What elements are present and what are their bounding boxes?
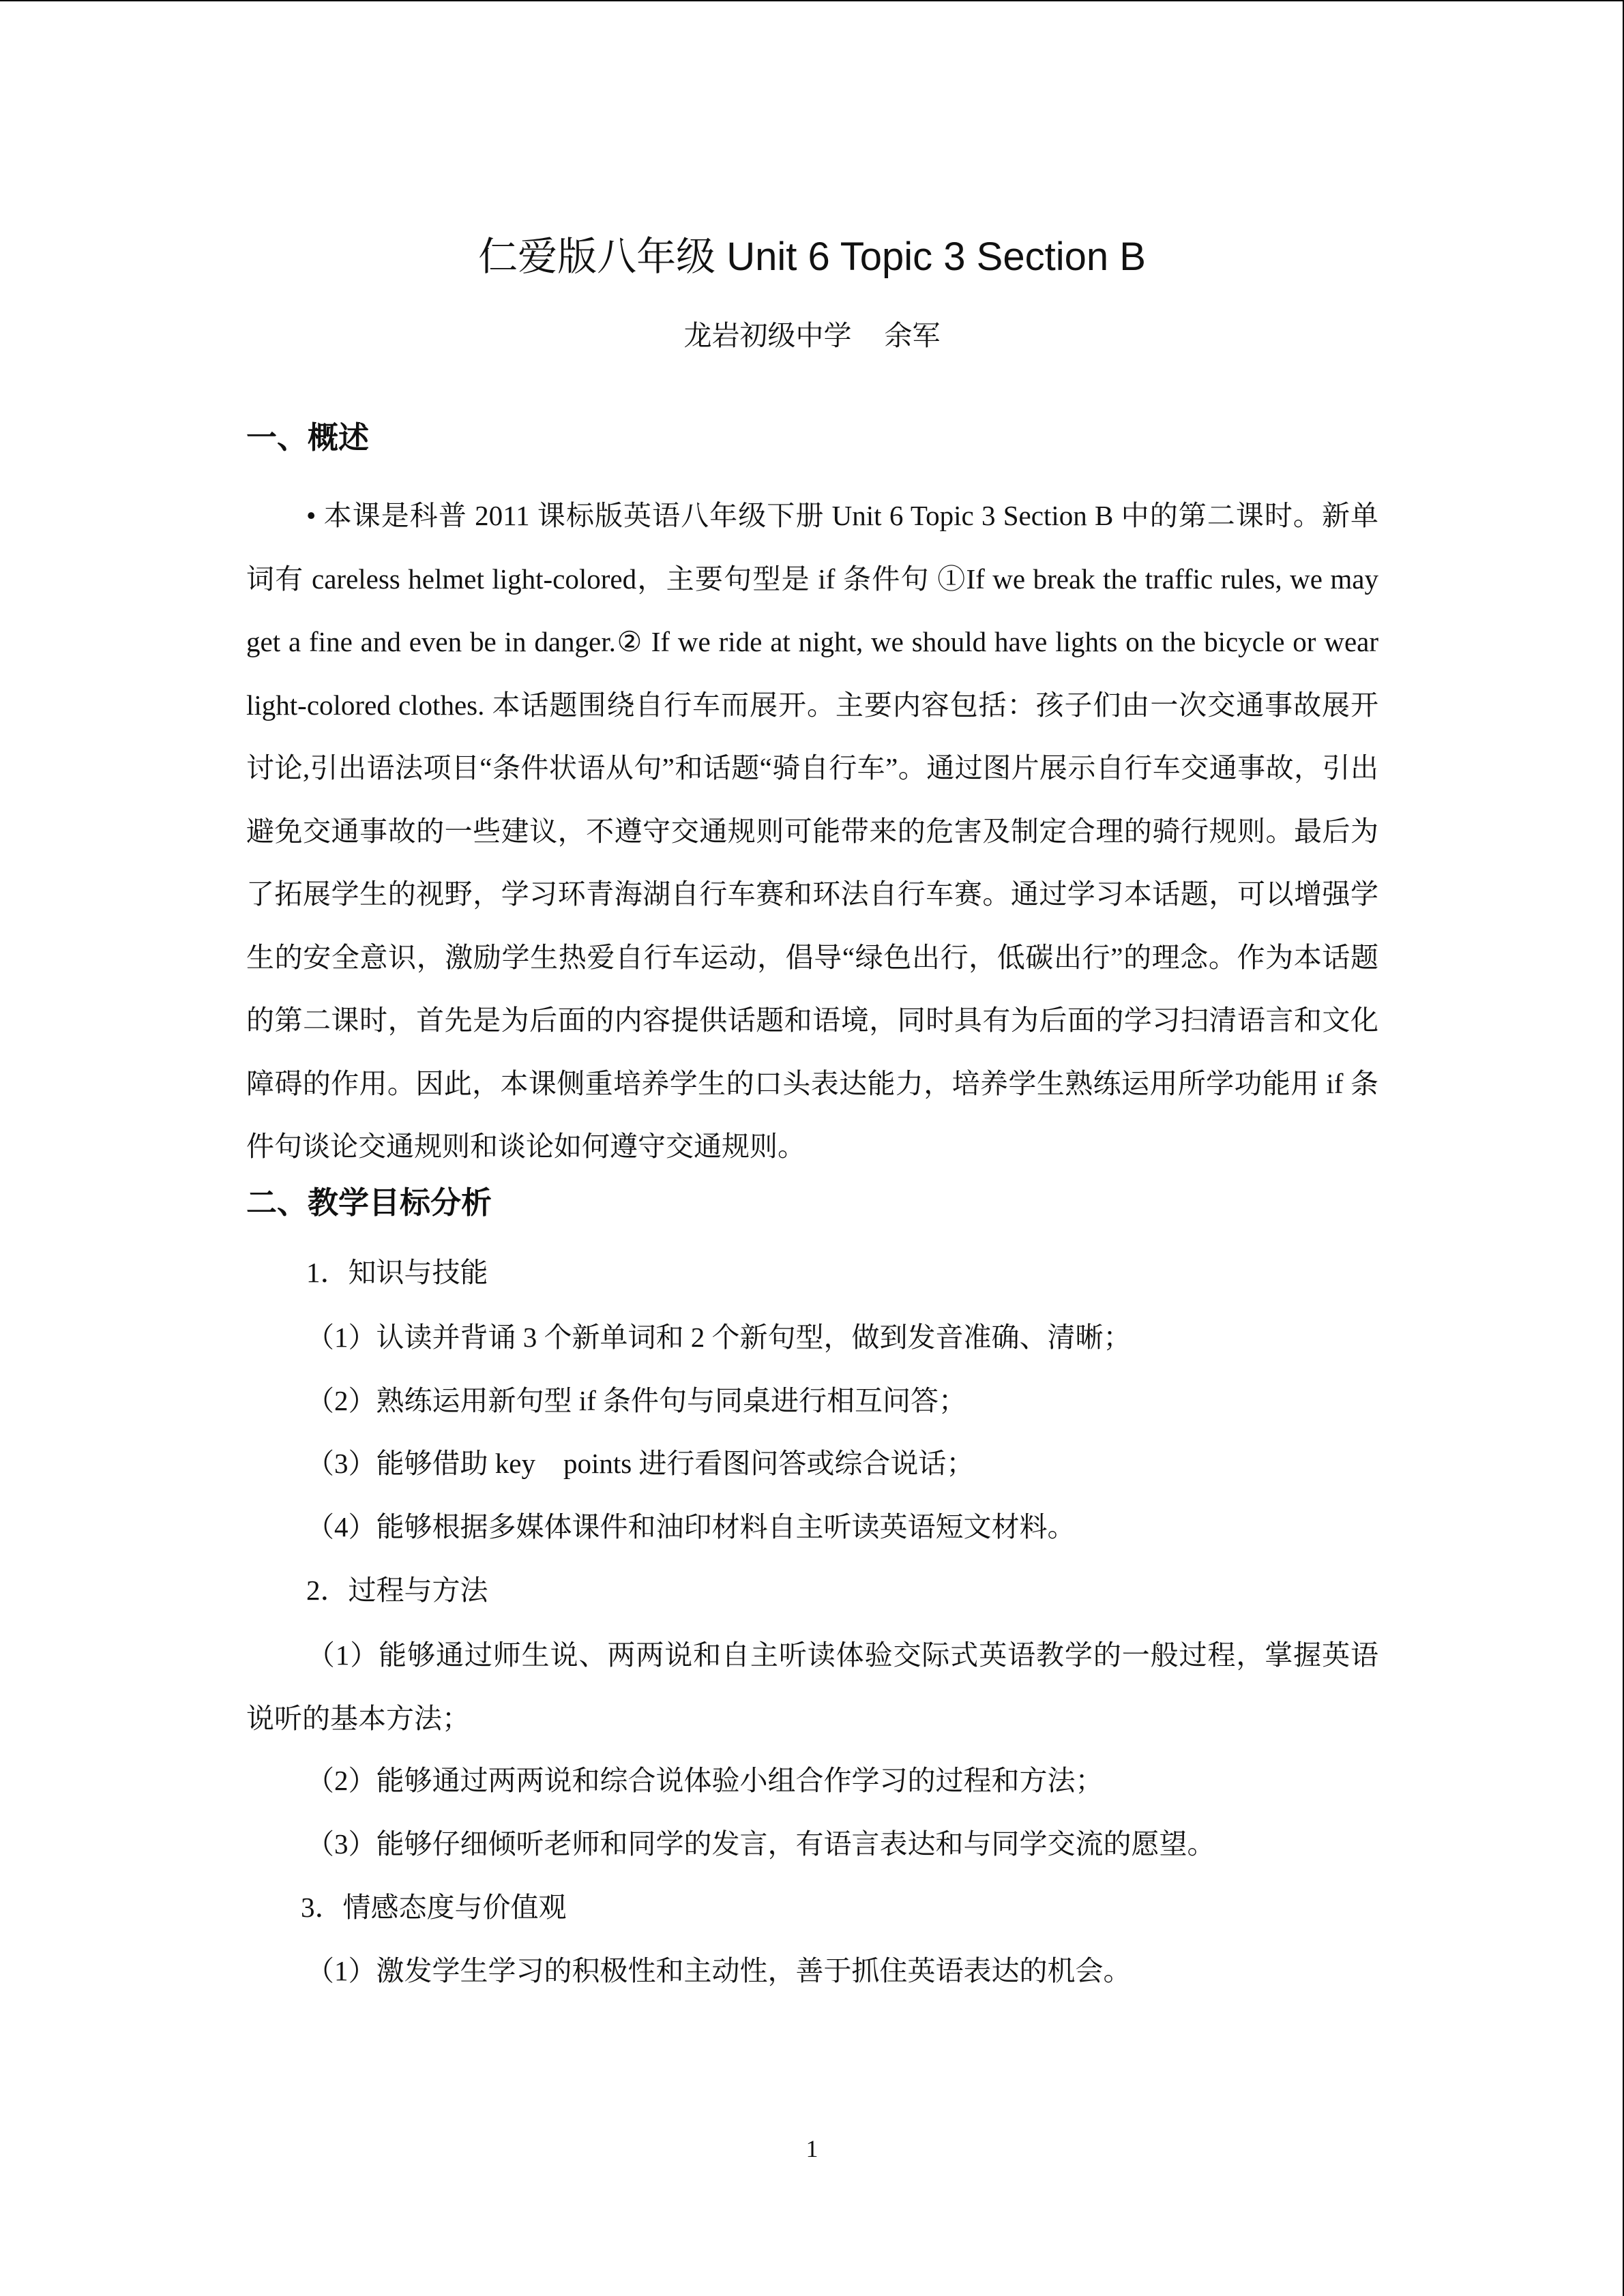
- author-name: 余军: [884, 320, 941, 351]
- list-item: （3）能够借助 key points 进行看图问答或综合说话；: [306, 1448, 975, 1479]
- document-title: 仁爱版八年级 Unit 6 Topic 3 Section B: [478, 235, 1146, 279]
- subsection-title-process: 2．过程与方法: [306, 1575, 488, 1606]
- list-item: （2）熟练运用新句型 if 条件句与同桌进行相互问答；: [306, 1385, 967, 1416]
- list-item: （2）能够通过两两说和综合说体验小组合作学习的过程和方法；: [306, 1765, 1104, 1796]
- author-school: 龙岩初级中学: [683, 320, 852, 351]
- list-item: （1）激发学生学习的积极性和主动性，善于抓住英语表达的机会。: [306, 1955, 1132, 1986]
- author-line: [0, 314, 1624, 357]
- list-item: （1）认读并背诵 3 个新单词和 2 个新句型，做到发音准确、清晰；: [306, 1322, 1132, 1353]
- list-item: [246, 1624, 1378, 1750]
- list-item-text: （1）能够通过师生说、两两说和自主听读体验交际式英语教学的一般过程，掌握英语说听的基本方法；: [246, 1639, 1378, 1734]
- overview-text: • 本课是科普 2011 课标版英语八年级下册 Unit 6 Topic 3 Section B 中的第二课时。新单词有 careless helmet light-colored，主要句型是 if 条件句 ①If we break the traffic rules, we may get a fine and even be in danger.② If we ride at night, we should have lights on the bicycle or wear light-colored clothes. 本话题围绕自行车而展开。主要内容包括：孩子们由一次交通事故展开讨论,引出语法项目“条件状语从句”和话题“骑自行车”。通过图片展示自行车交通事故，引出避免交通事故的一些建议，不遵守交通规则可能带来的危害及制定合理的骑行规则。最后为了拓展学生的视野，学习环青海湖自行车赛和环法自行车赛。通过学习本话题，可以增强学生的安全意识，激励学生热爱自行车运动，倡导“绿色出行，低碳出行”的理念。作为本话题的第二课时，首先是为后面的内容提供话题和语境，同时具有为后面的学习扫清语言和文化障碍的作用。因此，本课侧重培养学生的口头表达能力，培养学生熟练运用所学功能用 if 条件句谈论交通规则和谈论如何遵守交通规则。: [246, 500, 1378, 1162]
- section-heading-overview: 一、概述: [246, 420, 370, 455]
- section-heading-objectives: 二、教学目标分析: [246, 1185, 492, 1220]
- list-item: （4）能够根据多媒体课件和油印材料自主听读英语短文材料。: [306, 1511, 1076, 1542]
- subsection-title-values: 3．情感态度与价值观: [301, 1892, 567, 1923]
- overview-paragraph: [246, 484, 1378, 1178]
- subsection-title-knowledge: 1．知识与技能: [306, 1257, 488, 1288]
- list-item: （3）能够仔细倾听老师和同学的发言，有语言表达和与同学交流的愿望。: [306, 1828, 1215, 1860]
- page-number: 1: [806, 2135, 818, 2162]
